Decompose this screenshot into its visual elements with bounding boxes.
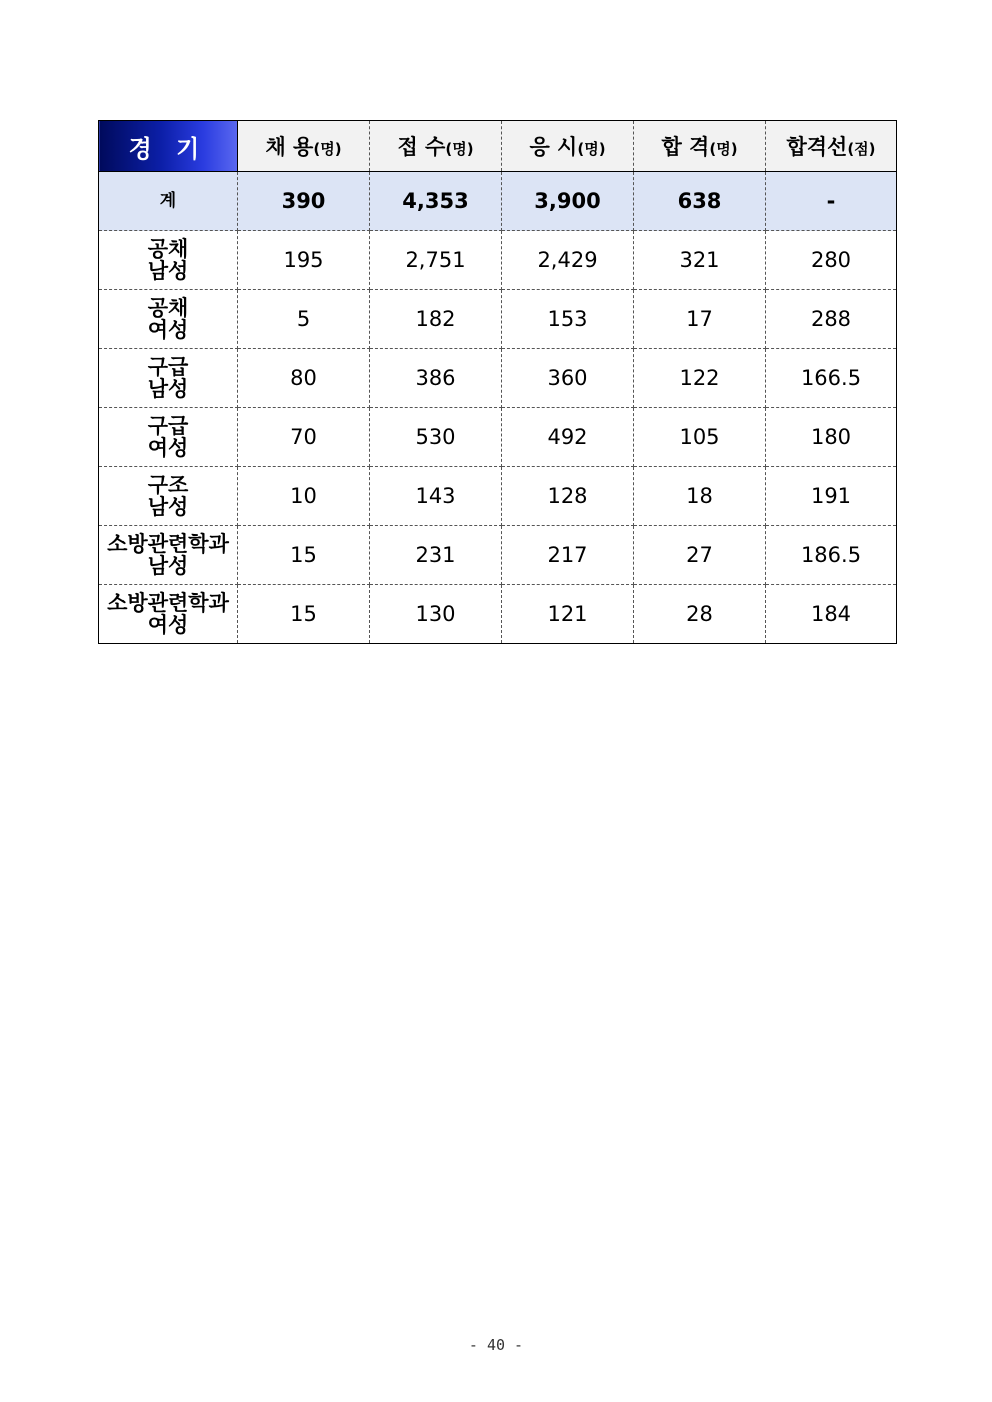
- cell-examined: 217: [502, 526, 634, 585]
- row-label-gender: 남성: [147, 259, 189, 283]
- cell-hired: 5: [238, 290, 370, 349]
- row-label-category: 공채: [147, 237, 189, 261]
- cell-applied: 2,751: [370, 231, 502, 290]
- cell-hired: 10: [238, 467, 370, 526]
- row-label: [99, 408, 238, 467]
- header-examined: [502, 121, 634, 172]
- row-label-gender: 여성: [147, 613, 189, 637]
- cell-examined: 360: [502, 349, 634, 408]
- cell-examined: 2,429: [502, 231, 634, 290]
- cell-applied: 530: [370, 408, 502, 467]
- table-row: [99, 408, 897, 467]
- header-examined-label: 응 시: [529, 135, 578, 159]
- cell-passed: 105: [634, 408, 766, 467]
- table-row: [99, 585, 897, 644]
- region-header: 경 기: [99, 121, 238, 172]
- row-label: [99, 231, 238, 290]
- header-passed-label: 합 격: [661, 135, 710, 159]
- table-header-row: [99, 121, 897, 172]
- row-label-gender: 여성: [147, 436, 189, 460]
- row-label-category: 소방관련학과: [107, 532, 229, 556]
- table-row: [99, 349, 897, 408]
- row-label-gender: 여성: [147, 318, 189, 342]
- cell-cutoff: 280: [766, 231, 897, 290]
- total-hired: 390: [238, 172, 370, 231]
- row-label: [99, 290, 238, 349]
- row-label: [99, 349, 238, 408]
- page-number: - 40 -: [468, 1336, 524, 1354]
- row-label-category: 구급: [147, 414, 189, 438]
- row-label-gender: 남성: [147, 554, 189, 578]
- cell-cutoff: 180: [766, 408, 897, 467]
- header-applied: [370, 121, 502, 172]
- cell-applied: 143: [370, 467, 502, 526]
- header-cutoff-unit: (점): [847, 140, 876, 158]
- header-applied-unit: (명): [445, 140, 474, 158]
- cell-applied: 386: [370, 349, 502, 408]
- cell-hired: 15: [238, 526, 370, 585]
- row-label-gender: 남성: [147, 377, 189, 401]
- row-label-category: 공채: [147, 296, 189, 320]
- cell-passed: 321: [634, 231, 766, 290]
- row-label-category: 구급: [147, 355, 189, 379]
- header-hired-unit: (명): [313, 140, 342, 158]
- row-label: [99, 467, 238, 526]
- row-label-category: 구조: [147, 473, 189, 497]
- cell-cutoff: 184: [766, 585, 897, 644]
- total-passed: 638: [634, 172, 766, 231]
- table-row: [99, 467, 897, 526]
- row-label: [99, 585, 238, 644]
- header-hired-label: 채 용: [265, 135, 314, 159]
- cell-passed: 28: [634, 585, 766, 644]
- row-label-gender: 남성: [147, 495, 189, 519]
- cell-applied: 130: [370, 585, 502, 644]
- header-passed-unit: (명): [709, 140, 738, 158]
- row-label: [99, 526, 238, 585]
- cell-passed: 27: [634, 526, 766, 585]
- total-examined: 3,900: [502, 172, 634, 231]
- cell-hired: 15: [238, 585, 370, 644]
- header-cutoff-label: 합격선: [786, 135, 848, 159]
- cell-hired: 195: [238, 231, 370, 290]
- cell-passed: 18: [634, 467, 766, 526]
- header-examined-unit: (명): [577, 140, 606, 158]
- cell-examined: 121: [502, 585, 634, 644]
- cell-hired: 80: [238, 349, 370, 408]
- cell-examined: 153: [502, 290, 634, 349]
- cell-hired: 70: [238, 408, 370, 467]
- cell-passed: 122: [634, 349, 766, 408]
- recruitment-results-table: [98, 120, 897, 644]
- cell-cutoff: 288: [766, 290, 897, 349]
- total-applied: 4,353: [370, 172, 502, 231]
- cell-examined: 492: [502, 408, 634, 467]
- cell-cutoff: 166.5: [766, 349, 897, 408]
- total-row: [99, 172, 897, 231]
- cell-examined: 128: [502, 467, 634, 526]
- header-hired: [238, 121, 370, 172]
- header-passed: [634, 121, 766, 172]
- cell-applied: 231: [370, 526, 502, 585]
- cell-cutoff: 186.5: [766, 526, 897, 585]
- total-cutoff: -: [766, 172, 897, 231]
- table-row: [99, 231, 897, 290]
- header-applied-label: 접 수: [397, 135, 446, 159]
- cell-applied: 182: [370, 290, 502, 349]
- row-label-category: 소방관련학과: [107, 591, 229, 615]
- total-label: 계: [99, 172, 238, 231]
- cell-passed: 17: [634, 290, 766, 349]
- table-row: [99, 290, 897, 349]
- header-cutoff: [766, 121, 897, 172]
- cell-cutoff: 191: [766, 467, 897, 526]
- table-row: [99, 526, 897, 585]
